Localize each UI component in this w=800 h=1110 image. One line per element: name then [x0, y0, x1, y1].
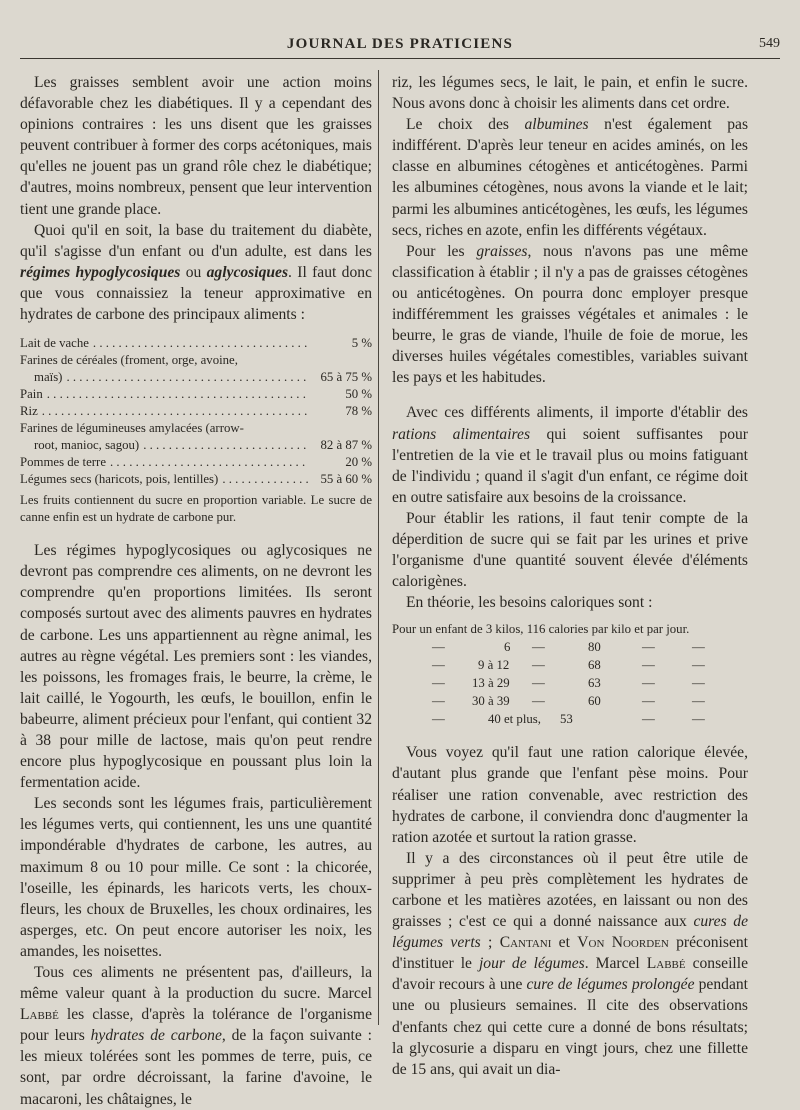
- table-row: root, manioc, sagou) . . . 82 à 87 %: [20, 437, 372, 454]
- paragraph: Quoi qu'il en soit, la base du traitement du diabète, qu'il s'agisse d'un enfant ou d'un adulte, est dans les régimes hypoglycosiques ou aglycosiques. Il faut donc que vous connaissiez la teneur approximative en hydrates de carbone des principaux aliments :: [20, 221, 372, 324]
- table-row: maïs) . . . 65 à 75 %: [20, 369, 372, 386]
- table-row: Lait de vache . . . 5 %: [20, 335, 372, 352]
- calorie-table-heading: Pour un enfant de 3 kilos, 116 calories par kilo et par jour.: [392, 622, 690, 637]
- carbohydrate-table: [20, 335, 372, 526]
- calorie-table: [392, 621, 748, 728]
- paragraph: Il y a des circonstances où il peut être utile de supprimer à peu près complètement les hydrates de carbone et les matières azotées, en laissant ou non des graisses ; c'est ce qui a donné naissance aux cures de légumes verts ; Cantani et Von Noorden préconisent d'instituer le jour de légumes. Marcel Labbé conseille d'avoir recours à une cure de légumes prolongée pendant une ou plusieurs semaines. Il cite des observations d'enfants chez qui cette cure a donné de bons résultats; la glycosurie a disparu en vingt jours, chez une fillette de 15 ans, qui avait un dia-: [392, 849, 749, 1078]
- paragraph: Le choix des albumines n'est également pas indifférent. D'après leur teneur en acides aminés, on les classe en albumines cétogènes et anticétogènes. Parmi les albumines cétogènes, nous avons la viande et le lait; parmi les albumines anticétogènes, les œufs, les légumes secs, riches en azote, enfin les différents végétaux.: [392, 116, 749, 239]
- table-row: — 6 — 80 — —: [432, 640, 705, 655]
- paragraph: En théorie, les besoins caloriques sont :: [406, 594, 653, 612]
- table-row: — 9 à 12 — 68 — —: [432, 658, 705, 673]
- table-row: — 13 à 29 — 63 — —: [432, 676, 705, 691]
- paragraph: Les régimes hypoglycosiques ou aglycosiques ne devront pas comprendre ces aliments, on ne devront les comprendre qu'en proportions limitées. Ils seront composés surtout avec des aliments pauvres en hydrates de carbone. Les uns appartiennent au règne animal, les autres au règne végétal. Les premiers sont : les viandes, les poissons, les fromages frais, le beurre, la crème, le lait caillé, le Yogourth, les œufs, le bouillon, enfin le babeurre, aliment précieux pour l'enfant, qui contient 32 à 38 pour mille de lactose, mais qu'on peut rendre encore plus hypoglycosique en poussant plus loin la fermentation acide.: [20, 542, 372, 792]
- paragraph: Tous ces aliments ne présentent pas, d'ailleurs, la même valeur quant à la production du sucre. Marcel Labbé les classe, d'après la tolérance de l'organisme pour leurs hydrates de carbone, de la façon suivante : les mieux tolérées sont les pommes de terre, puis, ce sont, par ordre décroissant, la farine d'avoine, le macaroni, les châtaignes, le: [20, 964, 372, 1108]
- table-row: Pommes de terre . . . 20 %: [20, 454, 372, 471]
- table-row: Légumes secs (haricots, pois, lentilles) . . . 55 à 60 %: [20, 471, 372, 488]
- table-note: Les fruits contiennent du sucre en proportion variable. Le sucre de canne enfin est un hydrate de carbone pur.: [20, 493, 372, 525]
- table-row: Farines de légumineuses amylacées (arrow-: [20, 421, 244, 436]
- journal-title: JOURNAL DES PRATICIENS: [286, 36, 514, 52]
- paragraph: riz, les légumes secs, le lait, le pain, et enfin le sucre. Nous avons donc à choisir les aliments dans cet ordre.: [392, 74, 748, 113]
- table-row: Farines de céréales (froment, orge, avoine,: [20, 353, 238, 368]
- right-column: [392, 72, 748, 1080]
- table-row: — 30 à 39 — 60 — —: [432, 694, 705, 709]
- paragraph: Avec ces différents aliments, il importe d'établir des rations alimentaires qui soient suffisantes pour l'entretien de la vie et le travail plus ou moins fatiguant de l'individu ; quand il s'agit d'un enfant, ce régime doit en outre satisfaire aux besoins de la croissance.: [392, 404, 748, 506]
- paragraph: Les graisses semblent avoir une action moins défavorable chez les diabétiques. Il y a cependant des opinions contraires : les uns disent que les graisses peuvent contribuer à former des corps acétoniques, mais qu'elles ne jouent pas un grand rôle chez le diabétique; d'autres, moins nombreux, pensent que leur intervention tient une grande place.: [20, 74, 372, 218]
- running-header: [20, 34, 780, 59]
- table-row: Pain . . . 50 %: [20, 386, 372, 403]
- paragraph: Pour les graisses, nous n'avons pas une même classification à établir ; il n'y a pas de graisses cétogènes ou anticétogènes. On pourra donc employer presque indifféremment les graisses végétales et animales : le beurre, le gras de viande, l'huile de foie de morue, les diverses huiles végétales comestibles, variables suivant les pays et les habitudes.: [392, 242, 748, 387]
- table-row: — 40 et plus, 53 — —: [432, 712, 705, 727]
- paragraph: Les seconds sont les légumes frais, particulièrement les légumes verts, qui contiennent, les uns une quantité impondérable d'hydrates de carbone, les autres, au maximum 8 ou 10 pour mille. Ce sont : la chicorée, l'oseille, les épinards, les haricots verts, les choux-fleurs, les choux de Bruxelles, les choux ordinaires, les asperges, etc. On peut encore autoriser les noix, les amandes, les noisettes.: [20, 795, 372, 960]
- paragraph: Vous voyez qu'il faut une ration calorique élevée, d'autant plus grande que l'enfant pèse moins. Pour réaliser une ration convenable, avec restriction des hydrates de carbone, il conviendra donc d'augmenter la ration azotée et surtout la ration grasse.: [392, 744, 748, 846]
- table-row: Riz . . . 78 %: [20, 403, 372, 420]
- column-divider: [378, 70, 379, 1025]
- left-column: [20, 72, 372, 1110]
- page-number: 549: [759, 36, 780, 51]
- paragraph: Pour établir les rations, il faut tenir compte de la déperdition de sucre qui se fait par les urines et prive l'organisme d'une quantité souvent élevée d'éléments calorigènes.: [392, 509, 748, 591]
